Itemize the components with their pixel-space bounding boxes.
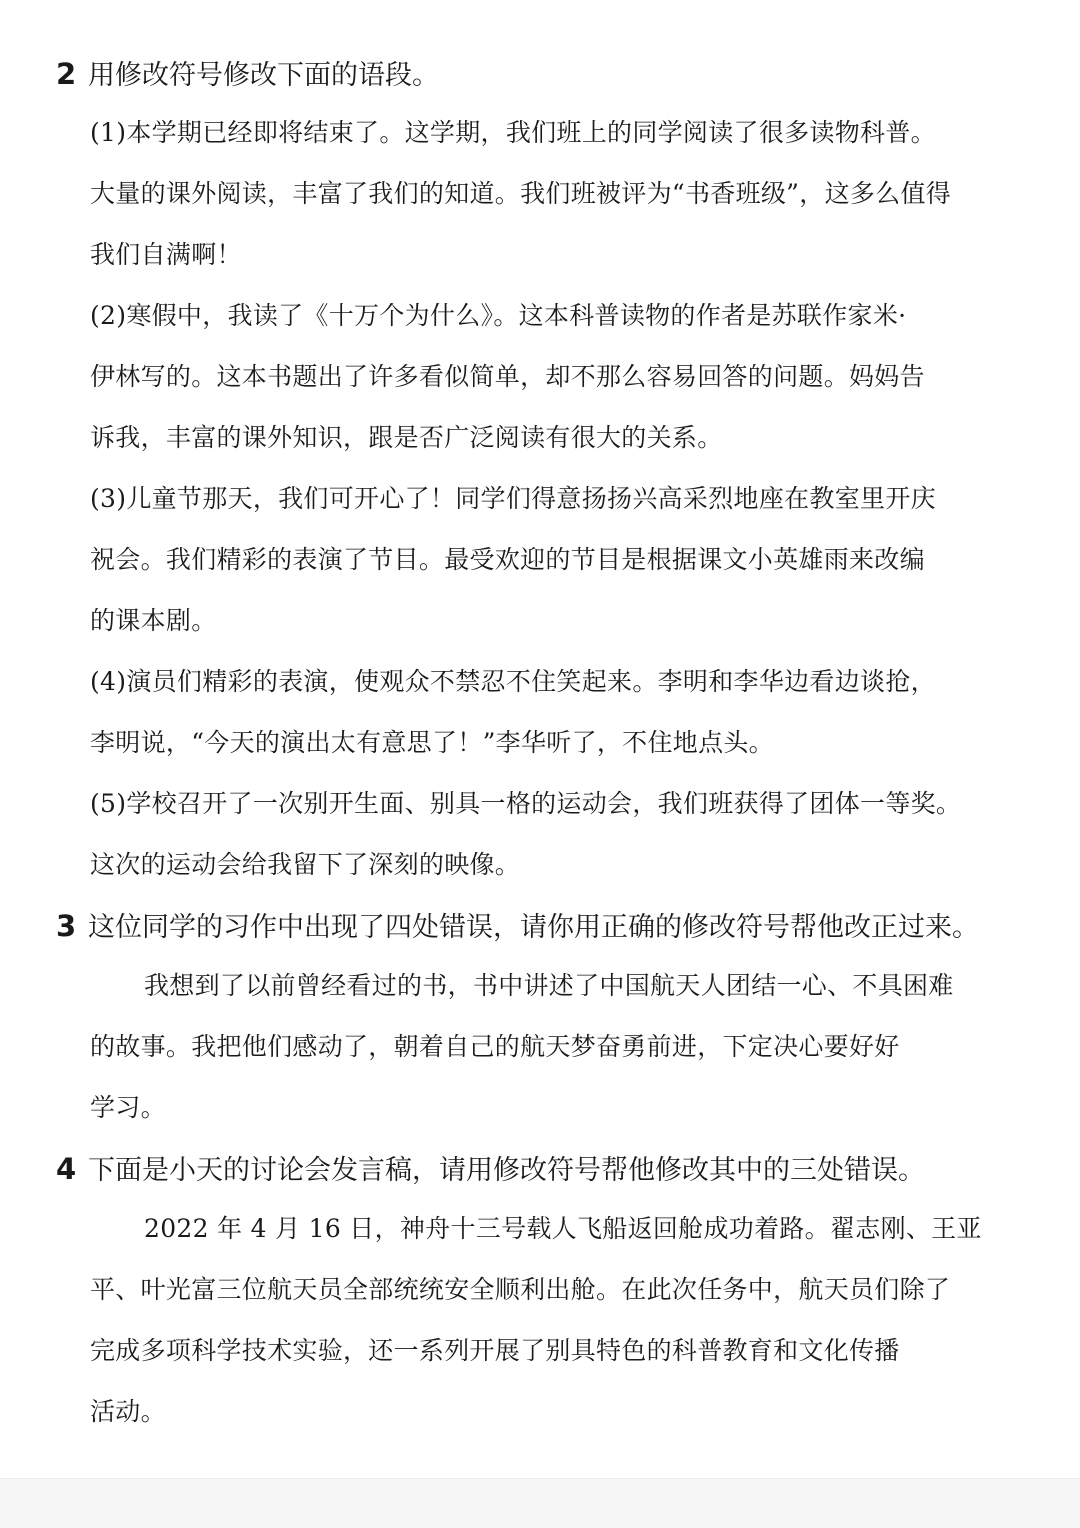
text-line: 大量的课外阅读，丰富了我们的知道。我们班被评为“书香班级”，这多么值得 <box>90 179 952 208</box>
text-line: (4)演员们精彩的表演，使观众不禁忍不住笑起来。李明和李华边看边谈抢， <box>90 667 936 696</box>
text-line: (5)学校召开了一次别开生面、别具一格的运动会，我们班获得了团体一等奖。 <box>90 789 962 818</box>
text-line: (1)本学期已经即将结束了。这学期，我们班上的同学阅读了很多读物科普。 <box>90 118 936 147</box>
text-line: 学习。 <box>90 1093 166 1122</box>
text-line: 完成多项科学技术实验，还一系列开展了别具特色的科普教育和文化传播 <box>90 1336 900 1365</box>
question-number: 4 <box>56 1152 77 1186</box>
text-line: 的课本剧。 <box>90 606 217 635</box>
text-line: 我们自满啊！ <box>90 240 242 269</box>
text-line: 平、叶光富三位航天员全部统统安全顺利出舱。在此次任务中，航天员们除了 <box>90 1275 951 1304</box>
text-line: 李明说，“今天的演出太有意思了！”李华听了，不住地点头。 <box>90 728 774 757</box>
text-line: 2022 年 4 月 16 日，神舟十三号载人飞船返回舱成功着路。翟志刚、王亚 <box>144 1214 982 1243</box>
question-prompt: 用修改符号修改下面的语段。 <box>88 60 439 91</box>
text-line: (3)儿童节那天，我们可开心了！同学们得意扬扬兴高采烈地座在教室里开庆 <box>90 484 936 513</box>
question-prompt: 这位同学的习作中出现了四处错误，请你用正确的修改符号帮他改正过来。 <box>88 912 979 943</box>
text-line: 祝会。我们精彩的表演了节目。最受欢迎的节目是根据课文小英雄雨来改编 <box>90 545 925 574</box>
question-number: 3 <box>56 909 77 943</box>
text-line: 我想到了以前曾经看过的书，书中讲述了中国航天人团结一心、不具困难 <box>144 971 954 1000</box>
page-bottom-margin <box>0 1478 1080 1528</box>
question-prompt: 下面是小天的讨论会发言稿，请用修改符号帮他修改其中的三处错误。 <box>88 1155 925 1186</box>
text-line: 伊林写的。这本书题出了许多看似简单，却不那么容易回答的问题。妈妈告 <box>90 362 925 391</box>
question-number: 2 <box>56 57 77 91</box>
text-line: 诉我，丰富的课外知识，跟是否广泛阅读有很大的关系。 <box>90 423 723 452</box>
text-line: 的故事。我把他们感动了，朝着自己的航天梦奋勇前进，下定决心要好好 <box>90 1032 900 1061</box>
question-4-heading <box>56 1151 1036 1189</box>
question-3-heading <box>56 908 1036 946</box>
text-line: 活动。 <box>90 1397 166 1426</box>
text-line: 这次的运动会给我留下了深刻的映像。 <box>90 850 521 879</box>
text-line: (2)寒假中，我读了《十万个为什么》。这本科普读物的作者是苏联作家米· <box>90 301 907 330</box>
question-2-heading <box>56 56 1036 94</box>
